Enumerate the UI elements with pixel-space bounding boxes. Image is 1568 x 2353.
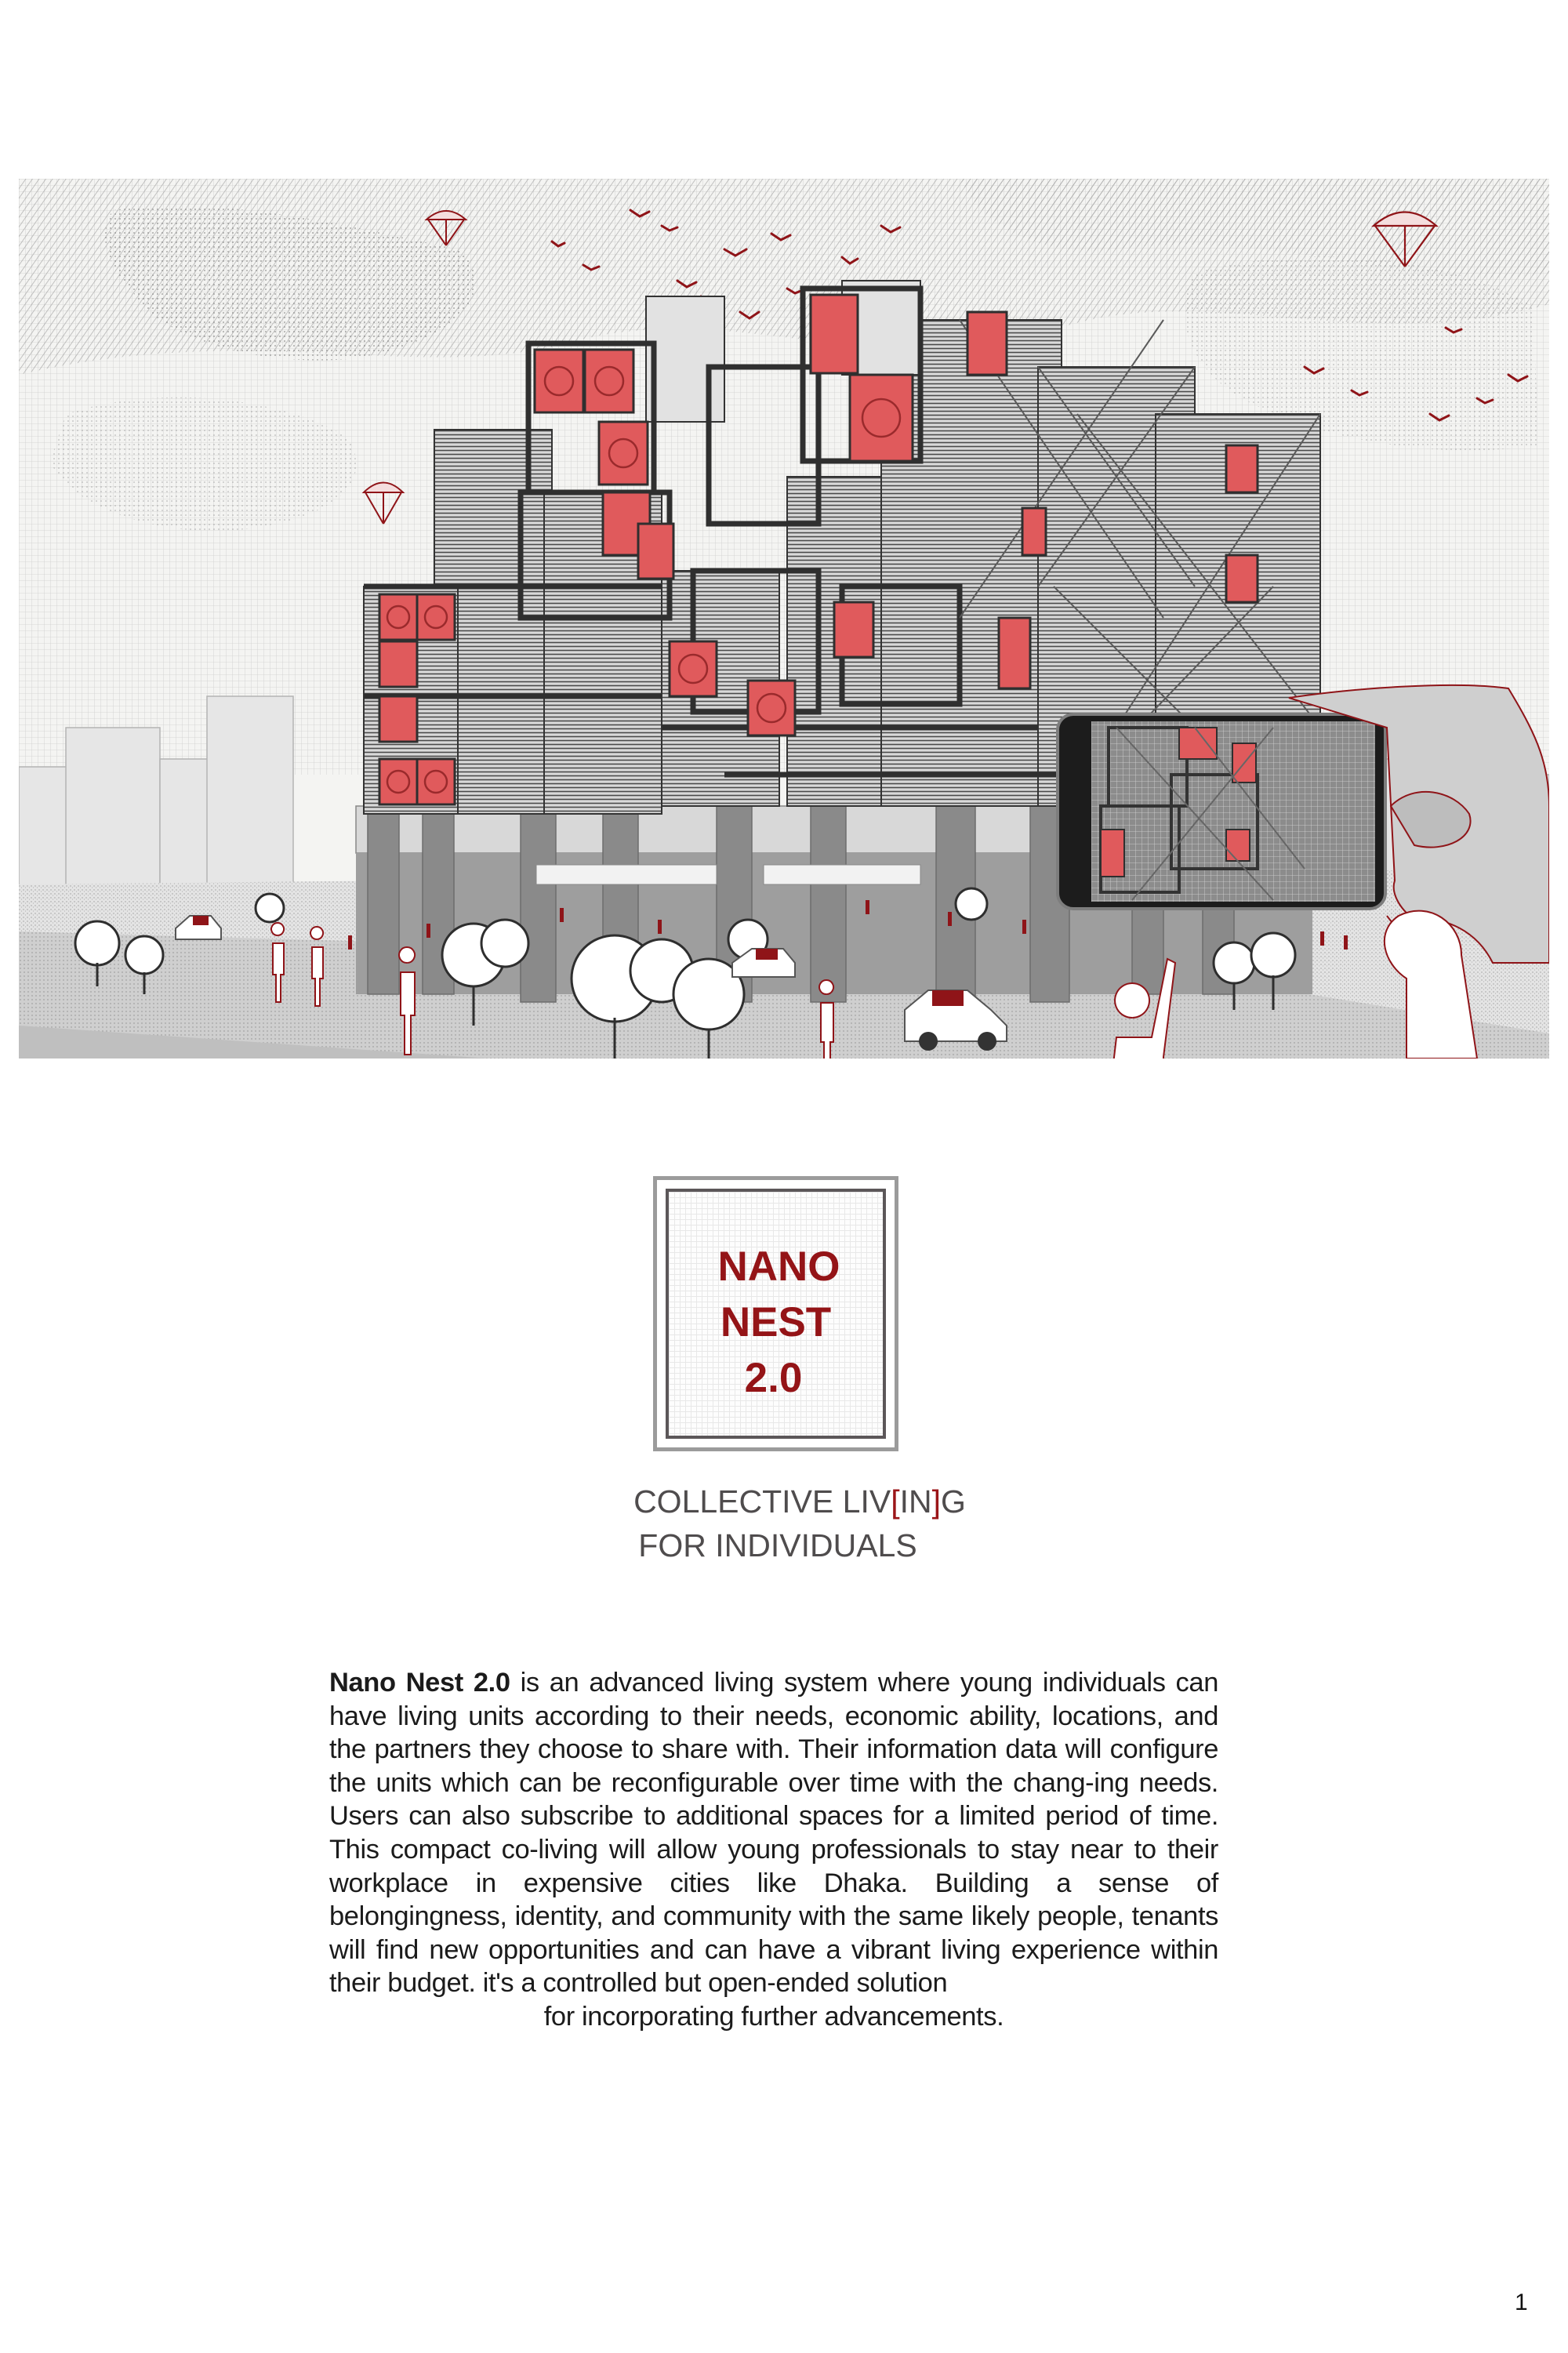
subtitle bbox=[596, 1480, 1004, 1567]
page-number: 1 bbox=[1515, 2289, 1528, 2315]
title-box-inner-frame bbox=[666, 1189, 886, 1439]
bracket-close: ] bbox=[931, 1483, 942, 1520]
smartphone-icon bbox=[1058, 714, 1385, 909]
hero-rendering bbox=[19, 179, 1549, 1058]
bracket-open: [ bbox=[891, 1483, 900, 1520]
description-lead: Nano Nest 2.0 bbox=[329, 1668, 510, 1698]
title-line-3: 2.0 bbox=[744, 1355, 803, 1401]
title-line-2: NEST bbox=[720, 1299, 832, 1345]
description-body: is an advanced living system where young individuals can have living units according to their needs, economic ability, locations, and the partners they choose to share with. Their information data will configure the units which can be reconfigurable over time with the chang-ing needs. Users can also subscribe to additional spaces for a limited period of time. This compact co-living will allow young professionals to stay near to their workplace in expensive cities like Dhaka. Building a sense of belongingness, identity, and community with the same likely people, tenants will find new opportunities and can have a vibrant living experience within their budget. it's a controlled but open-ended solution bbox=[329, 1668, 1218, 1999]
subtitle-text: COLLECTIVE LIV bbox=[633, 1483, 891, 1520]
subtitle-line-2: FOR INDIVIDUALS bbox=[638, 1527, 917, 1563]
description-last-line: for incorporating further advancements. bbox=[543, 2001, 1004, 2032]
title-line-1: NANO bbox=[717, 1244, 840, 1290]
subtitle-text-end: G bbox=[941, 1483, 966, 1520]
subtitle-highlight: IN bbox=[899, 1483, 932, 1520]
project-description bbox=[329, 1666, 1218, 2034]
project-title bbox=[669, 1239, 883, 1406]
subtitle-line-1 bbox=[596, 1480, 1004, 1523]
title-box bbox=[653, 1176, 898, 1451]
